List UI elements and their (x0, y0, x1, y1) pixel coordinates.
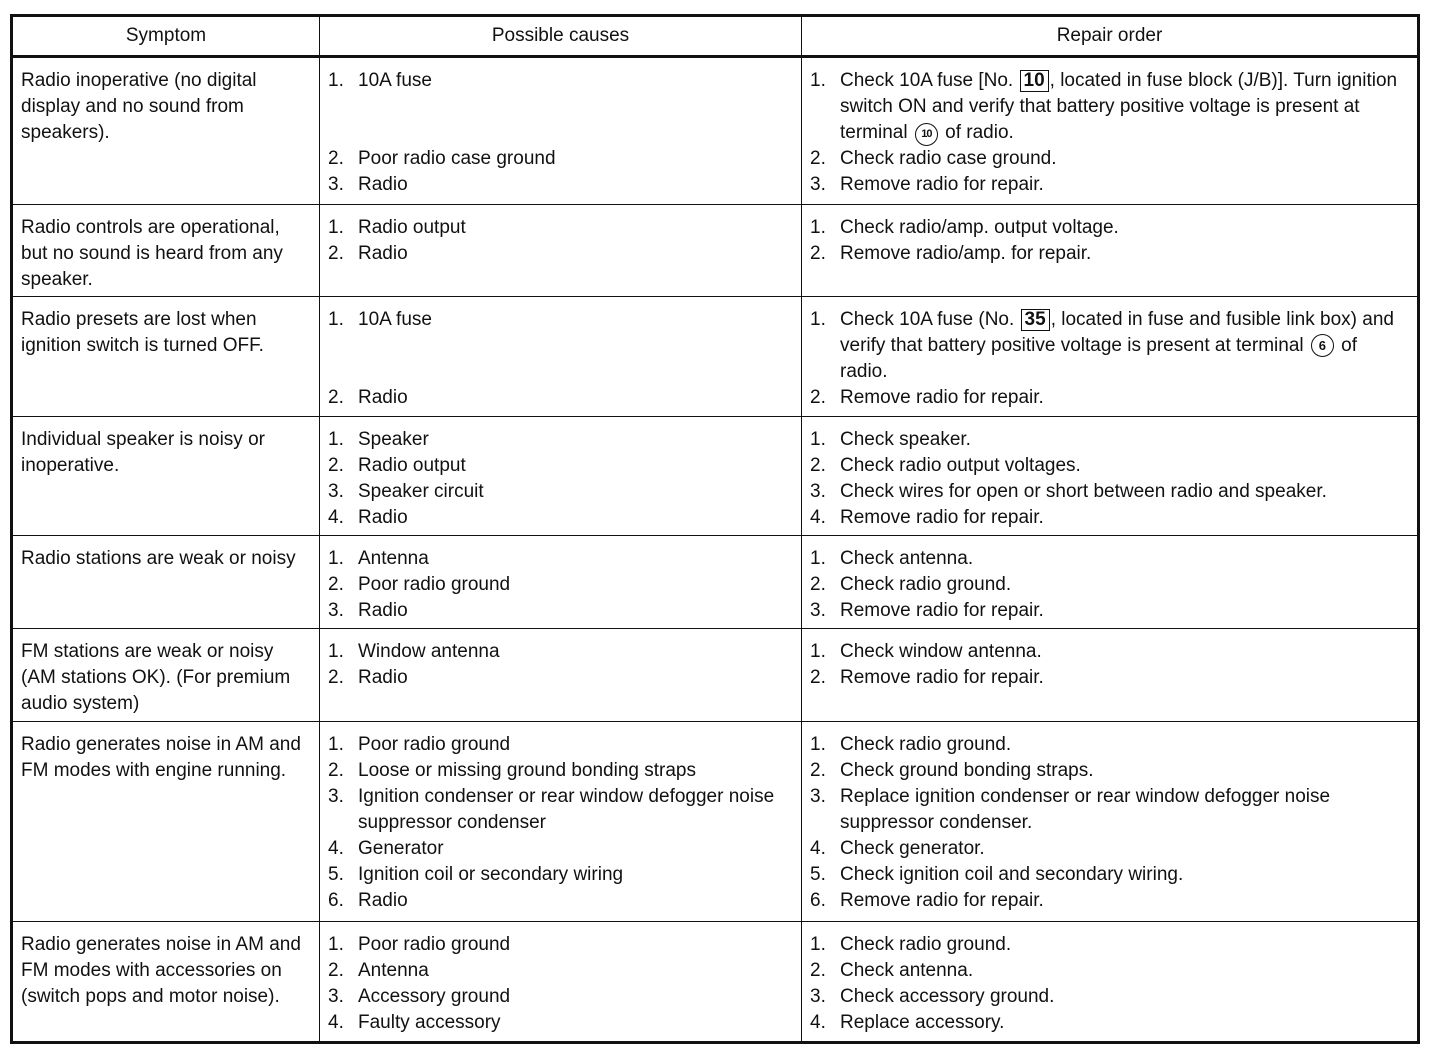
item-text: Antenna (358, 960, 429, 982)
item-text: Accessory ground (358, 986, 511, 1008)
item-number: 2. (328, 387, 344, 409)
item-text: Check ignition coil and secondary wiring. (840, 863, 1184, 885)
repair-item (810, 479, 1409, 505)
repair-item (810, 572, 1409, 598)
table-row (12, 536, 1419, 629)
causes-cell (320, 204, 802, 297)
cause-item (328, 836, 793, 862)
item-text: Poor radio ground (358, 733, 511, 755)
cause-item (328, 68, 793, 146)
item-text: , located in fuse block (J/B)]. Turn ignition switch ON and verify that battery positive voltage is present at terminal (840, 70, 1398, 143)
item-number: 2. (328, 242, 344, 264)
cause-item (328, 732, 793, 758)
fuse-number-box: 10 (1020, 70, 1049, 92)
repair-item (810, 932, 1409, 958)
repair-item (810, 984, 1409, 1010)
fuse-number-box: 35 (1021, 309, 1050, 331)
cause-item (328, 984, 793, 1010)
cause-item (328, 172, 793, 198)
item-text: Antenna (358, 548, 429, 570)
table-row (12, 57, 1419, 205)
item-number: 2. (810, 667, 826, 689)
table-row (12, 297, 1419, 417)
causes-cell (320, 536, 802, 629)
repair-cell (802, 204, 1419, 297)
repair-item (810, 888, 1409, 914)
terminal-number-circle: 10 (915, 123, 938, 146)
item-number: 5. (328, 863, 344, 885)
cause-item (328, 307, 793, 385)
item-number: 2. (810, 759, 826, 781)
symptom-cell: Radio controls are operational, but no sound is heard from any speaker. (12, 204, 320, 297)
item-text: Poor radio case ground (358, 148, 556, 169)
item-number: 3. (810, 785, 826, 807)
item-number: 1. (328, 548, 344, 570)
repair-item (810, 505, 1409, 531)
item-text: Replace ignition condenser or rear window defogger noise suppressor condenser. (840, 785, 1331, 833)
item-number: 3. (328, 785, 344, 807)
item-text: Check ground bonding straps. (840, 759, 1094, 781)
item-text: Radio (358, 667, 408, 689)
item-text: of radio. (939, 122, 1014, 143)
item-number: 1. (328, 70, 344, 91)
item-number: 2. (810, 574, 826, 596)
item-text: Remove radio for repair. (840, 889, 1044, 911)
item-number: 1. (810, 216, 826, 238)
repair-item (810, 598, 1409, 624)
item-text: Radio (358, 889, 408, 911)
item-number: 2. (810, 148, 826, 169)
item-text: Radio output (358, 454, 466, 476)
cause-item (328, 639, 793, 665)
cause-item (328, 1010, 793, 1036)
item-text: Radio (358, 506, 408, 528)
item-text: Ignition coil or secondary wiring (358, 863, 624, 885)
symptom-cell: Radio generates noise in AM and FM modes with accessories on (switch pops and motor noise). (12, 922, 320, 1043)
cause-item (328, 784, 793, 836)
item-number: 4. (810, 837, 826, 859)
item-number: 3. (810, 986, 826, 1008)
cause-item (328, 479, 793, 505)
item-text: Faulty accessory (358, 1012, 501, 1034)
repair-cell (802, 629, 1419, 722)
causes-cell (320, 297, 802, 417)
item-text: Check 10A fuse [No. (840, 70, 1019, 91)
repair-item (810, 958, 1409, 984)
item-text: Check radio output voltages. (840, 454, 1081, 476)
repair-cell (802, 922, 1419, 1043)
cause-item (328, 505, 793, 531)
repair-cell (802, 57, 1419, 205)
item-number: 2. (810, 387, 826, 409)
item-number: 3. (328, 480, 344, 502)
symptom-cell: Radio generates noise in AM and FM modes with engine running. (12, 721, 320, 922)
item-number: 1. (810, 733, 826, 755)
repair-cell (802, 416, 1419, 536)
item-number: 4. (328, 1012, 344, 1034)
header-repair-order: Repair order (802, 16, 1419, 57)
repair-item (810, 172, 1409, 198)
item-number: 1. (810, 428, 826, 450)
item-number: 2. (328, 667, 344, 689)
item-number: 4. (810, 1012, 826, 1034)
item-text: Speaker circuit (358, 480, 484, 502)
item-text: Remove radio for repair. (840, 174, 1044, 195)
causes-cell (320, 57, 802, 205)
repair-item (810, 241, 1409, 267)
repair-cell (802, 536, 1419, 629)
repair-item (810, 639, 1409, 665)
repair-item (810, 68, 1409, 146)
item-text: Generator (358, 837, 444, 859)
item-text: Check radio ground. (840, 574, 1012, 596)
cause-item (328, 888, 793, 914)
item-number: 2. (810, 454, 826, 476)
repair-item (810, 784, 1409, 836)
item-text: Radio (358, 387, 408, 409)
item-text: Poor radio ground (358, 934, 511, 956)
symptom-cell: Radio inoperative (no digital display and no sound from speakers). (12, 57, 320, 205)
repair-item (810, 836, 1409, 862)
item-text: Remove radio for repair. (840, 667, 1044, 689)
item-text: Check accessory ground. (840, 986, 1055, 1008)
item-text: 10A fuse (358, 309, 432, 331)
table-header-row (12, 16, 1419, 57)
symptom-cell: FM stations are weak or noisy (AM stations OK). (For premium audio system) (12, 629, 320, 722)
item-number: 2. (328, 454, 344, 476)
cause-item (328, 932, 793, 958)
item-number: 2. (810, 960, 826, 982)
cause-item (328, 146, 793, 172)
item-number: 2. (328, 960, 344, 982)
repair-item (810, 146, 1409, 172)
item-number: 1. (810, 309, 826, 331)
item-text: Radio (358, 600, 408, 622)
repair-item (810, 1010, 1409, 1036)
item-text: Check 10A fuse (No. (840, 309, 1020, 331)
item-number: 6. (810, 889, 826, 911)
item-text: Check radio/amp. output voltage. (840, 216, 1119, 238)
item-text: Check radio ground. (840, 934, 1012, 956)
item-number: 1. (810, 934, 826, 956)
item-text: , located in fuse and fusible link box) and verify that battery positive voltage is present at terminal (840, 309, 1394, 357)
item-text: Radio (358, 242, 408, 264)
repair-item (810, 732, 1409, 758)
item-number: 6. (328, 889, 344, 911)
item-number: 4. (810, 506, 826, 528)
repair-item (810, 546, 1409, 572)
item-number: 2. (328, 574, 344, 596)
header-symptom: Symptom (12, 16, 320, 57)
item-number: 3. (810, 600, 826, 622)
item-number: 1. (810, 548, 826, 570)
cause-item (328, 546, 793, 572)
causes-cell (320, 922, 802, 1043)
item-text: Radio (358, 174, 408, 195)
cause-item (328, 427, 793, 453)
item-number: 1. (810, 70, 826, 91)
item-text: Check antenna. (840, 548, 974, 570)
item-text: Check window antenna. (840, 641, 1042, 663)
table-row (12, 204, 1419, 297)
item-number: 4. (328, 506, 344, 528)
item-text: Speaker (358, 428, 429, 450)
item-text: Check radio case ground. (840, 148, 1057, 169)
item-text: Check wires for open or short between radio and speaker. (840, 480, 1327, 502)
item-number: 4. (328, 837, 344, 859)
item-text: Ignition condenser or rear window defogger noise suppressor condenser (358, 785, 775, 833)
cause-item (328, 758, 793, 784)
item-text: Check speaker. (840, 428, 971, 450)
item-text: Remove radio for repair. (840, 387, 1044, 409)
repair-item (810, 385, 1409, 411)
item-number: 1. (328, 309, 344, 331)
repair-item (810, 758, 1409, 784)
item-text: Remove radio/amp. for repair. (840, 242, 1092, 264)
item-text: Replace accessory. (840, 1012, 1005, 1034)
item-number: 1. (810, 641, 826, 663)
item-number: 5. (810, 863, 826, 885)
table-row (12, 629, 1419, 722)
item-number: 1. (328, 934, 344, 956)
cause-item (328, 215, 793, 241)
table-row (12, 416, 1419, 536)
table-body (12, 57, 1419, 1043)
item-text: Radio output (358, 216, 466, 238)
repair-cell (802, 721, 1419, 922)
item-number: 3. (328, 174, 344, 195)
cause-item (328, 862, 793, 888)
item-number: 2. (328, 759, 344, 781)
repair-item (810, 453, 1409, 479)
item-text: of radio. (840, 335, 1358, 383)
repair-item (810, 862, 1409, 888)
item-number: 3. (810, 174, 826, 195)
item-text: Check generator. (840, 837, 985, 859)
item-text: 10A fuse (358, 70, 432, 91)
item-text: Remove radio for repair. (840, 506, 1044, 528)
cause-item (328, 665, 793, 691)
repair-item (810, 215, 1409, 241)
item-number: 1. (328, 733, 344, 755)
causes-cell (320, 721, 802, 922)
item-text: Check radio ground. (840, 733, 1012, 755)
cause-item (328, 598, 793, 624)
header-possible-causes: Possible causes (320, 16, 802, 57)
item-text: Remove radio for repair. (840, 600, 1044, 622)
symptom-cell: Radio stations are weak or noisy (12, 536, 320, 629)
item-number: 3. (328, 986, 344, 1008)
cause-item (328, 572, 793, 598)
repair-item (810, 665, 1409, 691)
table-row (12, 721, 1419, 922)
troubleshooting-table (10, 14, 1420, 1044)
symptom-cell: Radio presets are lost when ignition switch is turned OFF. (12, 297, 320, 417)
repair-cell (802, 297, 1419, 417)
cause-item (328, 241, 793, 267)
table-row (12, 922, 1419, 1043)
repair-item (810, 307, 1409, 385)
item-text: Window antenna (358, 641, 500, 663)
cause-item (328, 958, 793, 984)
item-number: 2. (328, 148, 344, 169)
item-text: Loose or missing ground bonding straps (358, 759, 696, 781)
item-number: 3. (328, 600, 344, 622)
repair-item (810, 427, 1409, 453)
item-text: Poor radio ground (358, 574, 511, 596)
symptom-cell: Individual speaker is noisy or inoperative. (12, 416, 320, 536)
causes-cell (320, 416, 802, 536)
cause-item (328, 385, 793, 411)
item-text: Check antenna. (840, 960, 974, 982)
cause-item (328, 453, 793, 479)
item-number: 1. (328, 428, 344, 450)
item-number: 1. (328, 216, 344, 238)
item-number: 2. (810, 242, 826, 264)
terminal-number-circle: 6 (1311, 334, 1334, 357)
causes-cell (320, 629, 802, 722)
item-number: 1. (328, 641, 344, 663)
item-number: 3. (810, 480, 826, 502)
